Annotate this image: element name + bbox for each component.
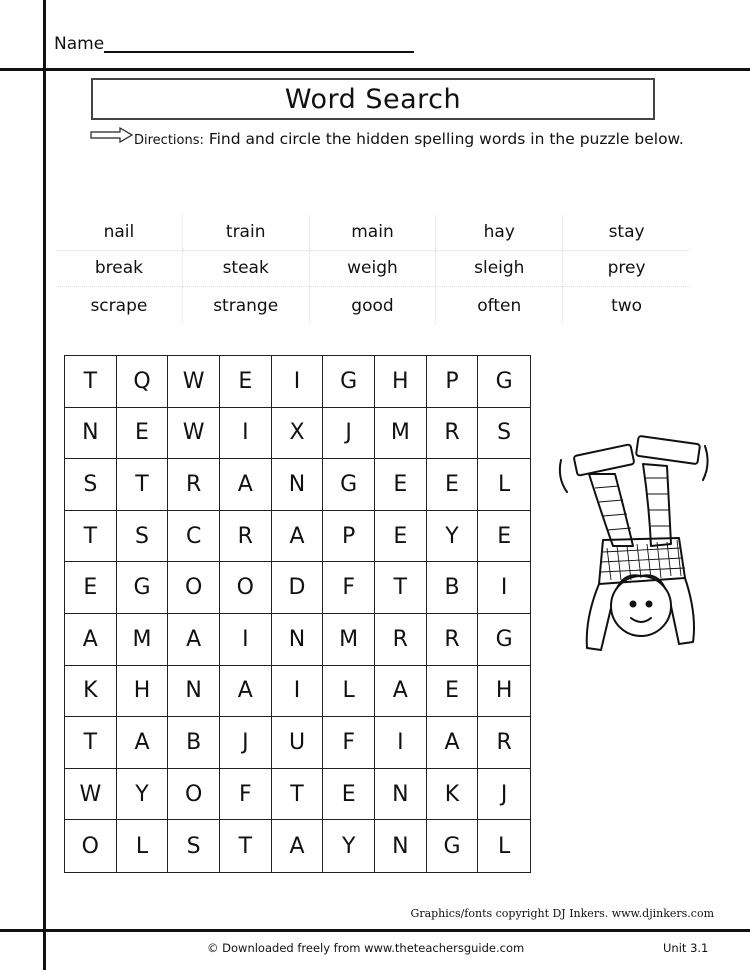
puzzle-letter-cell: N	[272, 614, 324, 666]
puzzle-letter-cell: N	[168, 666, 220, 718]
puzzle-letter-cell: P	[427, 356, 479, 408]
puzzle-letter-cell: E	[427, 666, 479, 718]
word-list	[56, 214, 690, 324]
puzzle-letter-cell: E	[375, 511, 427, 563]
puzzle-letter-cell: I	[220, 408, 272, 460]
puzzle-letter-cell: F	[323, 562, 375, 614]
word-list-item: train	[183, 214, 310, 251]
puzzle-letter-cell: W	[168, 356, 220, 408]
puzzle-letter-cell: E	[117, 408, 169, 460]
word-list-item: strange	[183, 287, 310, 324]
puzzle-letter-cell: G	[478, 614, 530, 666]
left-margin-line	[43, 0, 46, 970]
puzzle-letter-cell: C	[168, 511, 220, 563]
puzzle-letter-cell: R	[427, 408, 479, 460]
word-list-item: good	[310, 287, 437, 324]
word-list-item: hay	[436, 214, 563, 251]
puzzle-letter-cell: T	[375, 562, 427, 614]
puzzle-letter-cell: W	[168, 408, 220, 460]
puzzle-letter-cell: R	[427, 614, 479, 666]
puzzle-letter-cell: K	[65, 666, 117, 718]
puzzle-letter-cell: Y	[427, 511, 479, 563]
puzzle-letter-cell: A	[220, 459, 272, 511]
puzzle-letter-cell: E	[220, 356, 272, 408]
puzzle-letter-cell: L	[323, 666, 375, 718]
puzzle-letter-cell: O	[220, 562, 272, 614]
puzzle-letter-cell: Y	[117, 769, 169, 821]
puzzle-letter-cell: G	[323, 356, 375, 408]
footer-unit: Unit 3.1	[663, 941, 709, 955]
word-list-item: steak	[183, 251, 310, 288]
page-title: Word Search	[284, 83, 462, 115]
puzzle-letter-cell: S	[478, 408, 530, 460]
copyright-credit: Graphics/fonts copyright DJ Inkers. www.djinkers.com	[410, 907, 714, 920]
word-list-item: two	[611, 295, 643, 316]
puzzle-letter-cell: M	[375, 408, 427, 460]
puzzle-letter-cell: X	[272, 408, 324, 460]
puzzle-letter-cell: G	[323, 459, 375, 511]
puzzle-letter-cell: T	[65, 717, 117, 769]
puzzle-letter-cell: R	[478, 717, 530, 769]
puzzle-letter-cell: A	[117, 717, 169, 769]
puzzle-letter-cell: A	[168, 614, 220, 666]
puzzle-letter-cell: S	[117, 511, 169, 563]
handstand-kid-icon	[555, 428, 710, 663]
puzzle-letter-cell: K	[427, 769, 479, 821]
word-list-item: sleigh	[436, 251, 563, 288]
puzzle-letter-cell: E	[323, 769, 375, 821]
puzzle-letter-cell: M	[323, 614, 375, 666]
header-divider	[0, 68, 750, 71]
puzzle-letter-cell: T	[220, 820, 272, 872]
puzzle-letter-cell: R	[168, 459, 220, 511]
puzzle-letter-cell: I	[220, 614, 272, 666]
puzzle-letter-cell: E	[427, 459, 479, 511]
title-box	[91, 78, 655, 120]
puzzle-letter-cell: B	[168, 717, 220, 769]
puzzle-letter-cell: M	[117, 614, 169, 666]
name-field-line	[104, 51, 414, 53]
word-list-item: scrape	[56, 287, 183, 324]
puzzle-letter-cell: J	[323, 408, 375, 460]
puzzle-letter-cell: T	[65, 356, 117, 408]
word-list-item: main	[310, 214, 437, 251]
puzzle-letter-cell: S	[65, 459, 117, 511]
puzzle-letter-cell: R	[220, 511, 272, 563]
puzzle-letter-cell: N	[272, 459, 324, 511]
puzzle-letter-cell: D	[272, 562, 324, 614]
puzzle-letter-cell: L	[478, 459, 530, 511]
puzzle-letter-cell: E	[375, 459, 427, 511]
word-search-grid	[64, 355, 531, 873]
puzzle-letter-cell: H	[478, 666, 530, 718]
puzzle-letter-cell: J	[478, 769, 530, 821]
puzzle-letter-cell: L	[117, 820, 169, 872]
puzzle-letter-cell: E	[478, 511, 530, 563]
puzzle-letter-cell: N	[65, 408, 117, 460]
puzzle-letter-cell: F	[220, 769, 272, 821]
puzzle-letter-cell: I	[272, 356, 324, 408]
puzzle-letter-cell: A	[375, 666, 427, 718]
puzzle-letter-cell: F	[323, 717, 375, 769]
footer-source: © Downloaded freely from www.theteachersguide.com	[207, 941, 525, 955]
puzzle-letter-cell: I	[478, 562, 530, 614]
puzzle-letter-cell: U	[272, 717, 324, 769]
directions	[92, 126, 692, 154]
puzzle-letter-cell: I	[272, 666, 324, 718]
puzzle-letter-cell: N	[375, 820, 427, 872]
puzzle-letter-cell: B	[427, 562, 479, 614]
word-list-item: weigh	[310, 251, 437, 288]
puzzle-letter-cell: A	[272, 820, 324, 872]
puzzle-letter-cell: A	[427, 717, 479, 769]
directions-label: Directions:	[134, 133, 204, 148]
puzzle-letter-cell: J	[220, 717, 272, 769]
name-label: Name	[54, 34, 105, 54]
puzzle-letter-cell: O	[168, 769, 220, 821]
puzzle-letter-cell: G	[117, 562, 169, 614]
puzzle-letter-cell: P	[323, 511, 375, 563]
puzzle-letter-cell: A	[272, 511, 324, 563]
directions-text: Find and circle the hidden spelling words in the puzzle below.	[208, 130, 684, 148]
puzzle-letter-cell: N	[375, 769, 427, 821]
puzzle-letter-cell: T	[117, 459, 169, 511]
puzzle-letter-cell: L	[498, 833, 511, 859]
word-list-item: often	[436, 287, 563, 324]
puzzle-letter-cell: Y	[323, 820, 375, 872]
puzzle-letter-cell: S	[168, 820, 220, 872]
puzzle-letter-cell: T	[65, 511, 117, 563]
puzzle-letter-cell: T	[272, 769, 324, 821]
puzzle-letter-cell: G	[427, 820, 479, 872]
puzzle-letter-cell: I	[375, 717, 427, 769]
word-list-item: nail	[56, 214, 183, 251]
puzzle-letter-cell: A	[65, 614, 117, 666]
puzzle-letter-cell: O	[168, 562, 220, 614]
word-list-item: break	[56, 251, 183, 288]
footer-divider	[0, 929, 750, 932]
word-list-item: prey	[563, 251, 690, 288]
puzzle-letter-cell: G	[478, 356, 530, 408]
puzzle-letter-cell: H	[375, 356, 427, 408]
puzzle-letter-cell: W	[65, 769, 117, 821]
puzzle-letter-cell: R	[375, 614, 427, 666]
puzzle-letter-cell: A	[220, 666, 272, 718]
puzzle-letter-cell: H	[117, 666, 169, 718]
puzzle-letter-cell: O	[65, 820, 117, 872]
puzzle-letter-cell: E	[65, 562, 117, 614]
word-list-item: stay	[563, 214, 690, 251]
puzzle-letter-cell: Q	[117, 356, 169, 408]
